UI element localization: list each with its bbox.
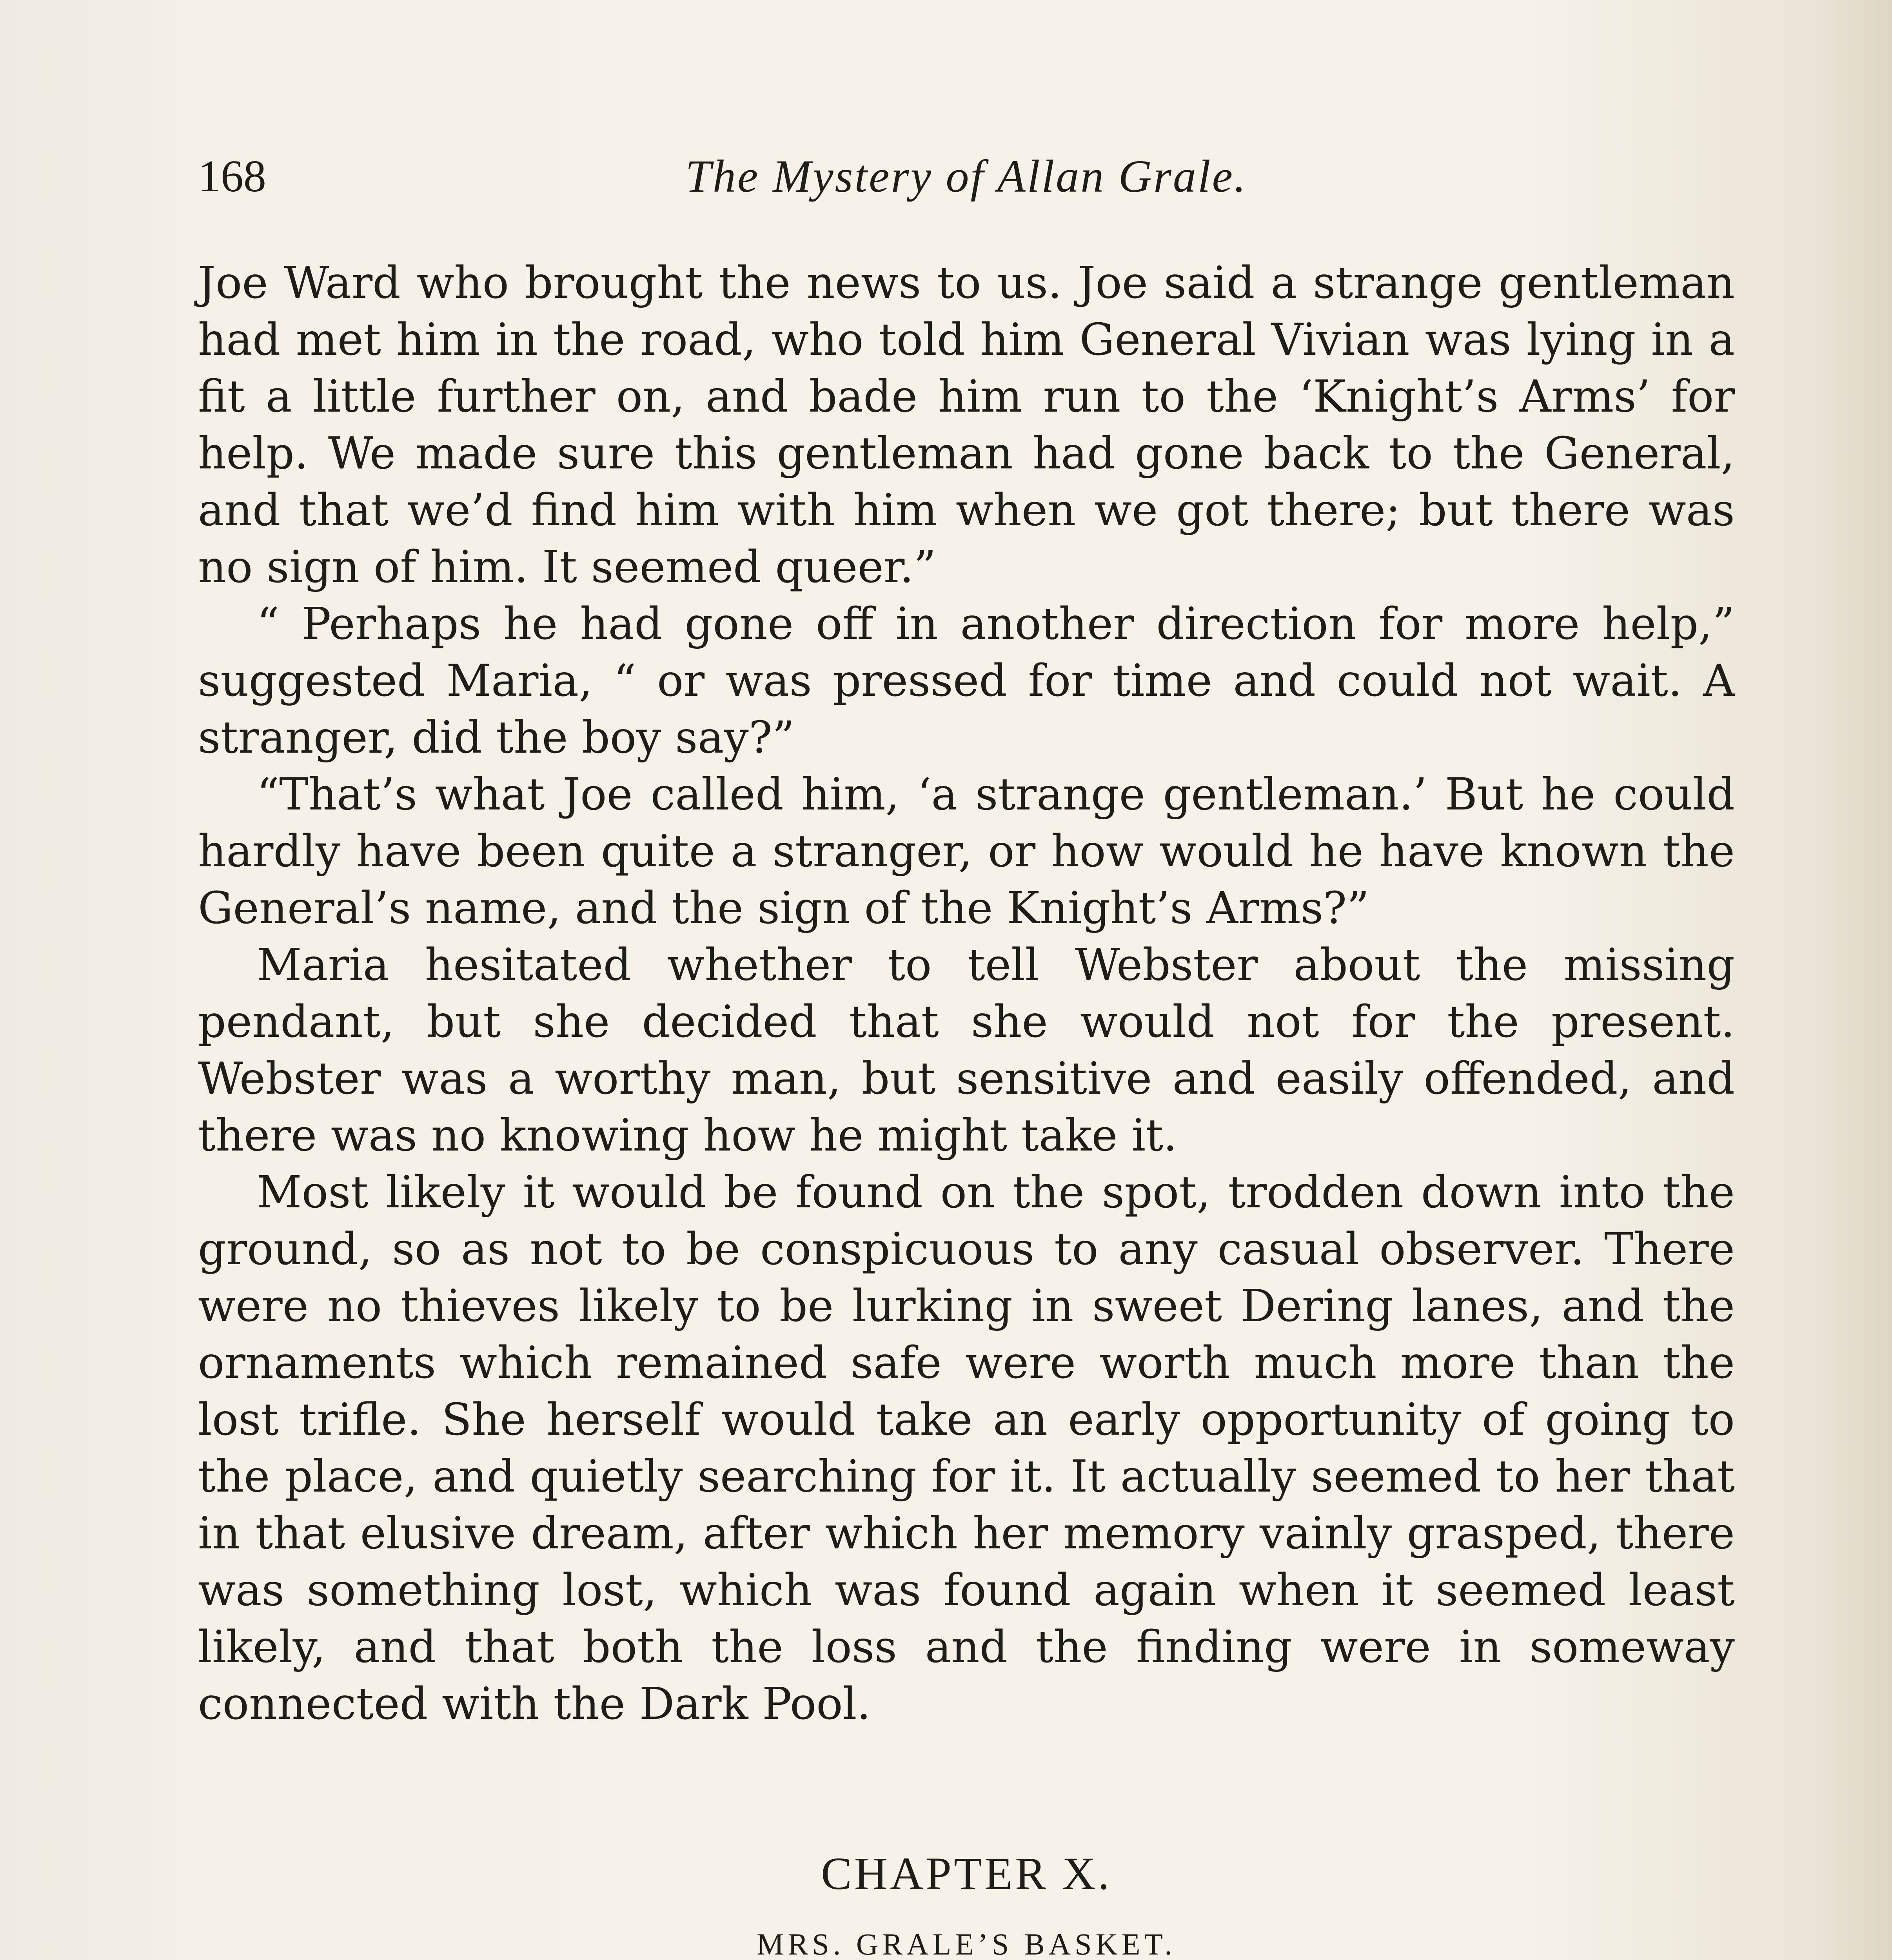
page-header xyxy=(198,145,1735,208)
chapter-heading: CHAPTER X. xyxy=(821,1848,1112,1899)
running-title: The Mystery of Allan Grale. xyxy=(685,151,1247,202)
text-section-before-chapter xyxy=(198,255,1735,1733)
page-number: 168 xyxy=(198,151,266,201)
paragraph: Most likely it would be found on the spot, trodden down into the ground, so as not to be conspicuous to any casual observer. There were no thieves likely to be lurking in sweet Dering lanes, and the ornaments which remained safe were worth much more than the lost trifle. She herself would take an early opportunity of going to the place, and quietly searching for it. It actually seemed to her that in that elusive dream, after which her memory vainly grasped, there was something lost, which was found again when it seemed least likely, and that both the loss and the finding were in someway connected with the Dark Pool. xyxy=(198,1167,1735,1730)
paragraph: “That’s what Joe called him, ‘a strange gentleman.’ But he could hardly have been quite a stranger, or how would he have known the General’s name, and the sign of the Knight’s Arms?” xyxy=(198,769,1735,934)
paragraph: “ Perhaps he had gone off in another direction for more help,” suggested Maria, “ or was pressed for time and could not wait. A stranger, did the boy say?” xyxy=(198,599,1735,763)
paragraph: Maria hesitated whether to tell Webster about the missing pendant, but she decided that she would not for the present. Webster was a worthy man, but sensitive and easily offended, and there was no knowing how he might take it. xyxy=(198,940,1735,1161)
chapter-subtitle: MRS. GRALE’S BASKET. xyxy=(757,1927,1176,1960)
paragraph: Joe Ward who brought the news to us. Joe said a strange gentleman had met him in the road, who told him General Vivian was lying in a fit a little further on, and bade him run to the ‘Knight’s Arms’ for help. We made sure this gentleman had gone back to the General, and that we’d find him with him when we got there; but there was no sign of him. It seemed queer.” xyxy=(198,258,1735,593)
